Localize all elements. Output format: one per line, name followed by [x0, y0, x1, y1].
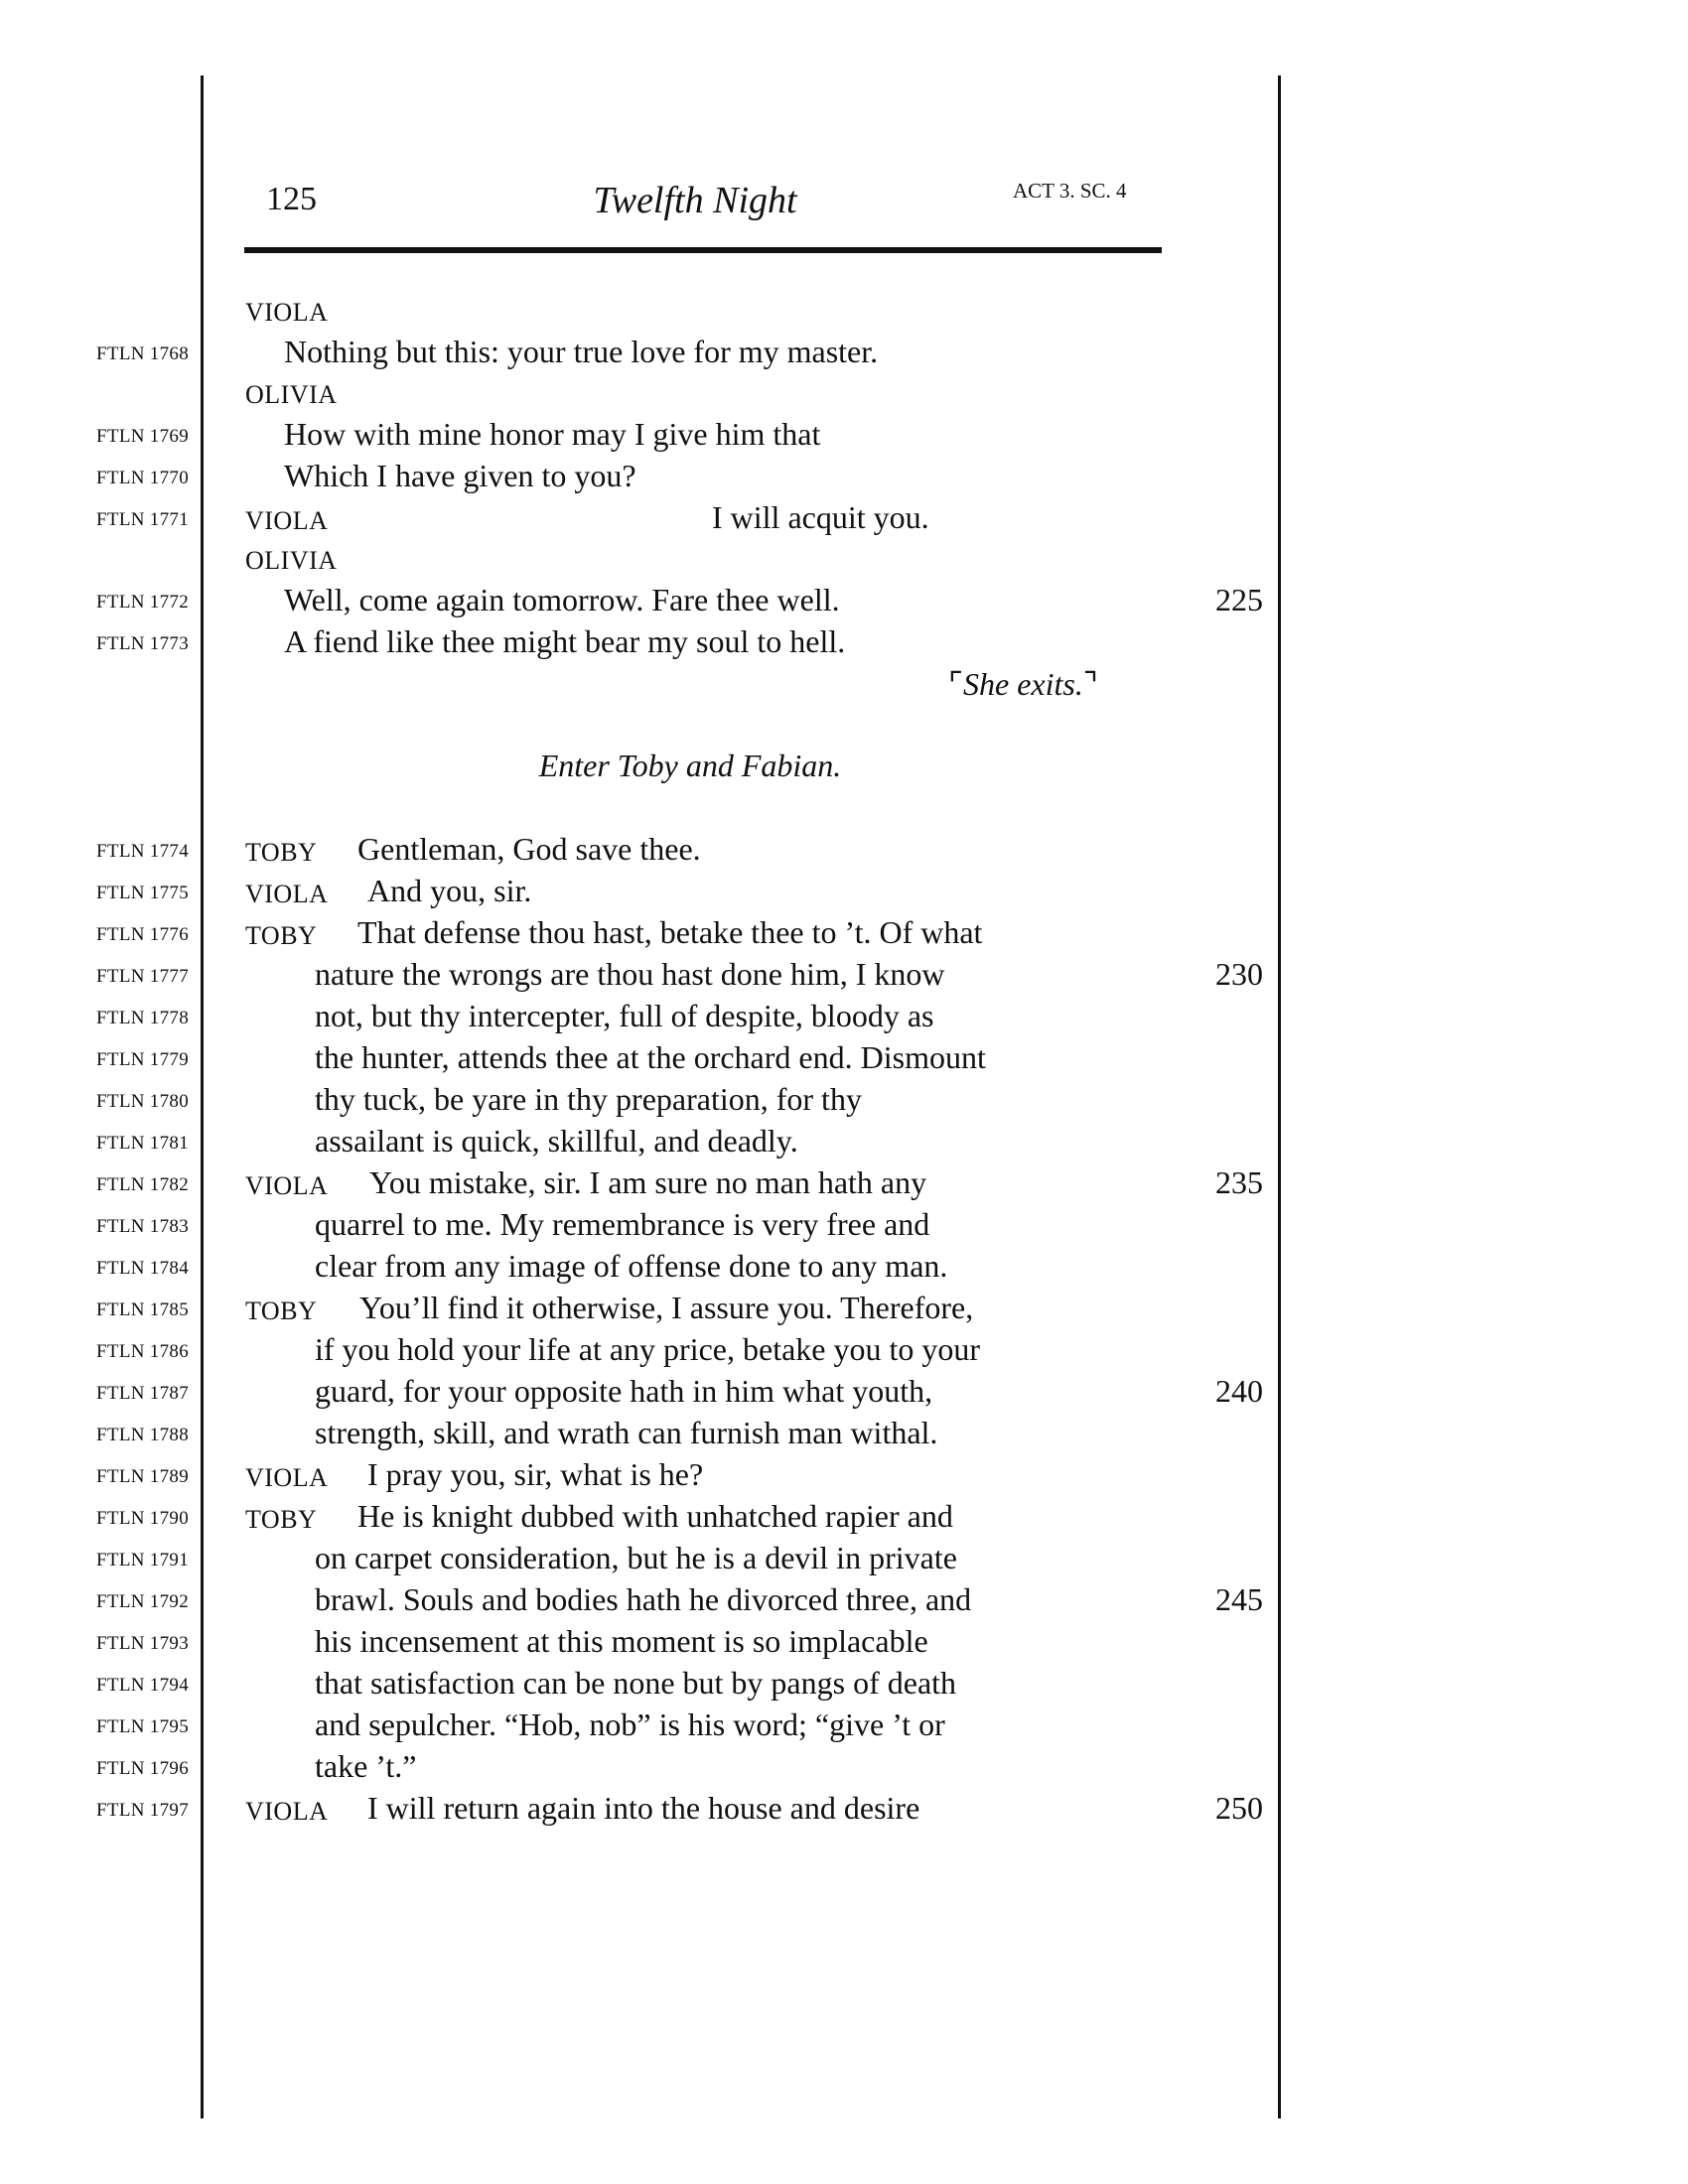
prose-line: That defense thou hast, betake thee to ’t. Of what	[357, 914, 983, 950]
verse-line: Nothing but this: your true love for my master.	[284, 334, 879, 369]
line-number: 240	[1215, 1373, 1263, 1409]
line-number: 230	[1215, 956, 1263, 992]
speaker-name: TOBY	[245, 838, 318, 867]
prose-line: clear from any image of offense done to any man.	[315, 1248, 948, 1284]
ftln-label: FTLN 1780	[96, 1091, 189, 1112]
ftln-label: FTLN 1794	[96, 1675, 189, 1696]
line-number: 235	[1215, 1164, 1263, 1200]
prose-line: that satisfaction can be none but by pangs of death	[315, 1665, 957, 1701]
prose-line: if you hold your life at any price, betake you to your	[315, 1331, 981, 1367]
speaker-name: VIOLA	[245, 880, 329, 908]
prose-line: take ’t.”	[315, 1748, 417, 1784]
line-number: 250	[1215, 1790, 1263, 1826]
prose-line: I will return again into the house and desire	[367, 1790, 920, 1826]
stage-direction-text: She exits.	[963, 666, 1083, 702]
speaker-name: VIOLA	[245, 1463, 329, 1492]
verse-line: Which I have given to you?	[284, 458, 636, 493]
ftln-label: FTLN 1791	[96, 1550, 189, 1570]
ftln-label: FTLN 1774	[96, 841, 189, 862]
ftln-label: FTLN 1772	[96, 592, 189, 613]
act-scene-label: ACT 3. SC. 4	[1013, 179, 1127, 203]
ftln-label: FTLN 1786	[96, 1341, 189, 1362]
ftln-label: FTLN 1771	[96, 509, 189, 530]
ftln-label: FTLN 1773	[96, 633, 189, 654]
page-title: Twelfth Night	[593, 180, 797, 221]
prose-line: And you, sir.	[367, 873, 532, 908]
ftln-label: FTLN 1776	[96, 924, 189, 945]
speaker-name: OLIVIA	[245, 380, 338, 409]
verse-line: How with mine honor may I give him that	[284, 416, 821, 452]
speaker-name: TOBY	[245, 921, 318, 950]
ftln-label: FTLN 1775	[96, 883, 189, 903]
ftln-label: FTLN 1784	[96, 1258, 189, 1279]
ftln-label: FTLN 1793	[96, 1633, 189, 1654]
verse-line: A fiend like thee might bear my soul to hell.	[284, 623, 846, 659]
header-rule	[244, 247, 1162, 253]
prose-line: quarrel to me. My remembrance is very free and	[315, 1206, 930, 1242]
speaker-name: TOBY	[245, 1505, 318, 1534]
ftln-label: FTLN 1783	[96, 1216, 189, 1237]
prose-line: brawl. Souls and bodies hath he divorced three, and	[315, 1581, 972, 1617]
bracket-close: ⌝	[1082, 666, 1098, 702]
ftln-label: FTLN 1785	[96, 1299, 189, 1320]
ftln-label: FTLN 1790	[96, 1508, 189, 1529]
speaker-name: VIOLA	[245, 506, 329, 535]
bracket-open: ⌜	[948, 666, 963, 702]
verse-line: Well, come again tomorrow. Fare thee well.	[284, 582, 840, 617]
ftln-label: FTLN 1787	[96, 1383, 189, 1404]
line-number: 245	[1215, 1581, 1263, 1617]
speaker-name: VIOLA	[245, 1797, 329, 1826]
ftln-label: FTLN 1789	[96, 1466, 189, 1487]
page-number: 125	[266, 181, 317, 217]
ftln-label: FTLN 1770	[96, 468, 189, 488]
right-margin-rule	[1278, 75, 1281, 2118]
speaker-name: VIOLA	[245, 1171, 329, 1200]
ftln-label: FTLN 1792	[96, 1591, 189, 1612]
prose-line: on carpet consideration, but he is a devil in private	[315, 1540, 957, 1575]
verse-line: I will acquit you.	[712, 499, 929, 535]
ftln-label: FTLN 1777	[96, 966, 189, 987]
prose-line: his incensement at this moment is so implacable	[315, 1623, 928, 1659]
prose-line: Gentleman, God save thee.	[357, 831, 701, 867]
ftln-label: FTLN 1769	[96, 426, 189, 447]
ftln-label: FTLN 1778	[96, 1008, 189, 1028]
left-margin-rule	[201, 75, 204, 2118]
ftln-label: FTLN 1782	[96, 1174, 189, 1195]
prose-line: He is knight dubbed with unhatched rapier and	[357, 1498, 953, 1534]
prose-line: You mistake, sir. I am sure no man hath any	[369, 1164, 927, 1200]
prose-line: assailant is quick, skillful, and deadly.	[315, 1123, 798, 1159]
ftln-label: FTLN 1768	[96, 343, 189, 364]
speaker-name: OLIVIA	[245, 546, 338, 575]
stage-direction-exit	[948, 665, 1098, 703]
prose-line: nature the wrongs are thou hast done him, I know	[315, 956, 945, 992]
prose-line: thy tuck, be yare in thy preparation, for thy	[315, 1081, 862, 1117]
ftln-label: FTLN 1788	[96, 1425, 189, 1445]
prose-line: You’ll find it otherwise, I assure you. Therefore,	[359, 1290, 974, 1325]
ftln-label: FTLN 1797	[96, 1800, 189, 1821]
prose-line: I pray you, sir, what is he?	[367, 1456, 704, 1492]
speaker-name: TOBY	[245, 1297, 318, 1325]
prose-line: strength, skill, and wrath can furnish man withal.	[315, 1415, 938, 1450]
ftln-label: FTLN 1795	[96, 1716, 189, 1737]
ftln-label: FTLN 1779	[96, 1049, 189, 1070]
line-number: 225	[1215, 582, 1263, 617]
prose-line: the hunter, attends thee at the orchard end. Dismount	[315, 1039, 986, 1075]
speaker-name: VIOLA	[245, 298, 329, 327]
ftln-label: FTLN 1781	[96, 1133, 189, 1154]
prose-line: not, but thy intercepter, full of despite, bloody as	[315, 998, 934, 1033]
prose-line: and sepulcher. “Hob, nob” is his word; “give ’t or	[315, 1706, 945, 1742]
stage-direction-entrance: Enter Toby and Fabian.	[538, 748, 842, 783]
prose-line: guard, for your opposite hath in him what youth,	[315, 1373, 933, 1409]
ftln-label: FTLN 1796	[96, 1758, 189, 1779]
